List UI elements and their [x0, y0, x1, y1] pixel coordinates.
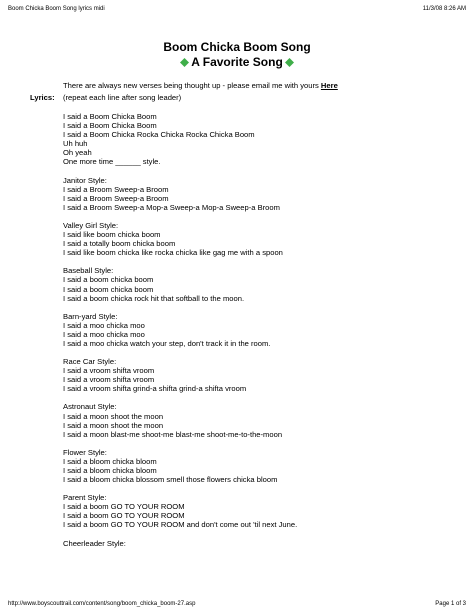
lyric-line: I said a totally boom chicka boom: [63, 239, 176, 249]
lyric-line: Race Car Style:: [63, 357, 117, 367]
lyric-line: I said a moo chicka moo: [63, 329, 145, 339]
verse-block: [63, 448, 463, 484]
print-header-timestamp: 11/3/08 8:26 AM: [422, 6, 466, 12]
song-title-block: [0, 40, 474, 71]
lyric-line: I said a moo chicka watch your step, don't track it in the room.: [63, 338, 271, 348]
verse-block: [63, 266, 463, 302]
lyric-line: Janitor Style:: [63, 175, 107, 185]
lyric-line: I said a moon shoot the moon: [63, 420, 164, 430]
lyric-line: Baseball Style:: [63, 266, 114, 276]
subtitle-text: A Favorite Song: [191, 55, 283, 69]
intro-paragraph: [63, 81, 338, 91]
lyric-line: I said a Boom Chicka Rocka Chicka Rocka Chicka Boom: [63, 130, 255, 140]
verse-block: [63, 112, 463, 167]
print-footer-url: http://www.boyscouttrail.com/content/song/boom_chicka_boom-27.asp: [8, 601, 196, 607]
lyric-line: Barn-yard Style:: [63, 311, 118, 321]
lyric-line: I said a boom chicka boom: [63, 284, 154, 294]
print-footer: [8, 601, 466, 607]
lyric-line: I said a Broom Sweep-a Broom: [63, 184, 169, 194]
print-footer-page-number: Page 1 of 3: [435, 601, 466, 607]
lyrics-label: Lyrics:: [30, 93, 55, 102]
lyric-line: Flower Style:: [63, 447, 107, 457]
lyric-line: I said a boom GO TO YOUR ROOM: [63, 511, 185, 521]
lyric-line: Parent Style:: [63, 493, 107, 503]
lyric-line: I said a moon shoot the moon: [63, 411, 164, 421]
green-diamond-icon: [180, 58, 189, 67]
page-subtitle: [180, 55, 294, 70]
verse-block: [63, 176, 463, 212]
lyric-line: I said a vroom shifta grind-a shifta grind-a shifta vroom: [63, 384, 247, 394]
lyric-line: I said a Broom Sweep-a Broom: [63, 193, 169, 203]
lyric-line: I said a boom GO TO YOUR ROOM and don't come out 'til next June.: [63, 520, 298, 530]
lyric-line: I said a boom chicka boom: [63, 275, 154, 285]
lyric-line: Valley Girl Style:: [63, 220, 119, 230]
lyric-line: I said like boom chicka boom: [63, 230, 161, 240]
verse-block: [63, 312, 463, 348]
lyric-line: Cheerleader Style:: [63, 538, 126, 548]
email-here-link[interactable]: Here: [320, 81, 338, 90]
lyric-line: Uh huh: [63, 139, 88, 149]
lyric-line: I said a moon blast-me shoot-me blast-me shoot-me-to-the-moon: [63, 429, 283, 439]
lyric-line: One more time ______ style.: [63, 157, 161, 167]
verse-block: [63, 221, 463, 257]
lyric-line: I said a bloom chicka bloom: [63, 456, 157, 466]
lyric-line: I said like boom chicka like rocka chicka like gag me with a spoon: [63, 248, 283, 258]
lyric-line: I said a vroom shifta vroom: [63, 366, 155, 376]
print-header: [8, 6, 466, 12]
intro-text: There are always new verses being thought up - please email me with yours: [63, 81, 321, 90]
lyric-line: I said a Broom Sweep-a Mop-a Sweep-a Mop-a Sweep-a Broom: [63, 202, 280, 212]
lyric-line: I said a Boom Chicka Boom: [63, 112, 157, 121]
lyric-line: I said a bloom chicka blossom smell those flowers chicka bloom: [63, 475, 278, 485]
verse-block: [63, 357, 463, 393]
green-diamond-icon: [285, 58, 294, 67]
verse-block: [63, 402, 463, 438]
lyric-line: I said a vroom shifta vroom: [63, 375, 155, 385]
lyric-line: I said a boom GO TO YOUR ROOM: [63, 502, 185, 512]
lyric-line: I said a bloom chicka bloom: [63, 466, 157, 475]
print-header-title: Boom Chicka Boom Song lyrics midi: [8, 6, 105, 12]
lyric-line: I said a boom chicka rock hit that softball to the moon.: [63, 293, 245, 303]
verse-list: [63, 112, 463, 557]
lyric-line: I said a Boom Chicka Boom: [63, 121, 157, 131]
page-title: Boom Chicka Boom Song: [163, 40, 311, 54]
lyrics-note: (repeat each line after song leader): [63, 93, 182, 102]
verse-block: [63, 539, 463, 548]
verse-block: [63, 493, 463, 529]
lyric-line: Oh yeah: [63, 148, 92, 158]
lyric-line: I said a moo chicka moo: [63, 320, 145, 330]
lyric-line: Astronaut Style:: [63, 402, 117, 412]
